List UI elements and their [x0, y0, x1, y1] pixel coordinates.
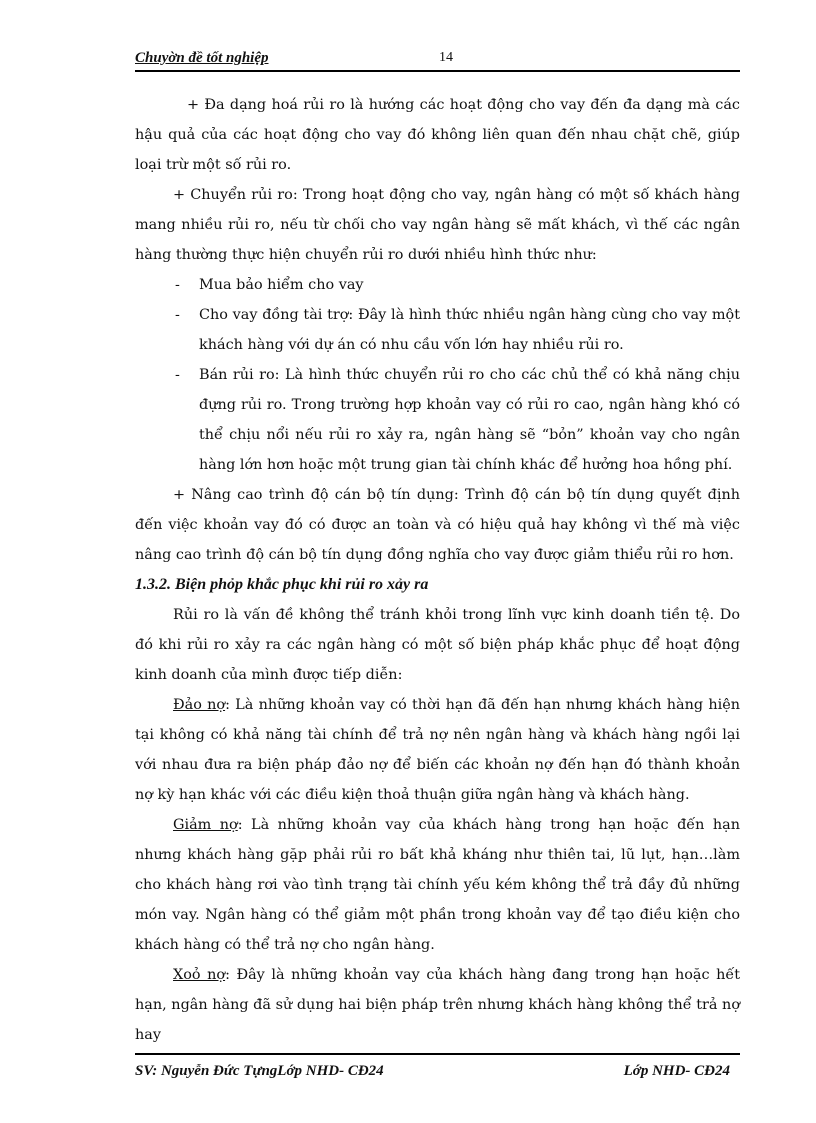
term-xoa-no-text: : Đây là những khoản vay của khách hàng đang trong hạn hoặc hết hạn, ngân hàng đã sử dụng hai biện pháp trên nhưng khách hàng không thể trả nợ hay — [135, 967, 740, 1043]
page-number: 14 — [439, 50, 453, 65]
document-body — [135, 90, 740, 1050]
section-heading: 1.3.2. Biện phỏp khắc phục khi rủi ro xảy ra — [135, 576, 429, 593]
list-item-text: Cho vay đồng tài trợ: Đây là hình thức nhiều ngân hàng cùng cho vay một khách hàng với dự án có nhu cầu vốn lớn hay nhiều rủi ro. — [199, 307, 740, 353]
list-dash: - — [175, 307, 180, 323]
term-dao-no: Đảo nợ — [173, 697, 226, 713]
list-dash: - — [175, 367, 180, 383]
list-item — [135, 360, 740, 480]
term-giam-no: Giảm nợ — [173, 817, 238, 833]
page-header — [135, 50, 740, 72]
term-xoa-no: Xoỏ nợ — [173, 967, 226, 983]
list-item-text: Bán rủi ro: Là hình thức chuyển rủi ro cho các chủ thể có khả năng chịu đựng rủi ro. Trong trường hợp khoản vay có rủi ro cao, ngân hàng khó có thể chịu nổi nếu rủi ro xảy ra, ngân hàng sẽ “bỏn” khoản vay cho ngân hàng lớn hơn hoặc một trung gian tài chính khác để hưởng hoa hồng phí. — [199, 367, 740, 473]
paragraph-improve-staff: + Nâng cao trình độ cán bộ tín dụng: Trình độ cán bộ tín dụng quyết định đến việc khoản vay đó có được an toàn và có hiệu quả hay không vì thế mà việc nâng cao trình độ cán bộ tín dụng đồng nghĩa cho vay được giảm thiểu rủi ro hơn. — [135, 487, 740, 563]
term-giam-no-text: : Là những khoản vay của khách hàng trong hạn hoặc đến hạn nhưng khách hàng gặp phải rủi ro bất khả kháng như thiên tai, lũ lụt, hạn…làm cho khách hàng rơi vào tình trạng tài chính yếu kém không thể trả đầy đủ những món vay. Ngân hàng có thể giảm một phần trong khoản vay để tạo điều kiện cho khách hàng có thể trả nợ cho ngân hàng. — [135, 817, 740, 953]
footer-class: Lớp NHD- CĐ24 — [623, 1063, 730, 1079]
paragraph-debt-rollover — [135, 690, 740, 810]
term-dao-no-text: : Là những khoản vay có thời hạn đã đến hạn nhưng khách hàng hiện tại không có khả năng tài chính để trả nợ nên ngân hàng và khách hàng ngồi lại với nhau đưa ra biện pháp đảo nợ để biến các khoản nợ đến hạn đó thành khoản nợ kỳ hạn khác với các điều kiện thoả thuận giữa ngân hàng và khách hàng. — [135, 697, 740, 803]
list-item — [135, 270, 740, 300]
list-item-text: Mua bảo hiểm cho vay — [199, 277, 364, 293]
list-item — [135, 300, 740, 360]
list-dash: - — [175, 277, 180, 293]
paragraph-transfer-risk: + Chuyển rủi ro: Trong hoạt động cho vay, ngân hàng có một số khách hàng mang nhiều rủi ro, nếu từ chối cho vay ngân hàng sẽ mất khách, vì thế các ngân hàng thường thực hiện chuyển rủi ro dưới nhiều hình thức như: — [135, 187, 740, 263]
page-footer — [135, 1053, 740, 1079]
paragraph-debt-writeoff — [135, 960, 740, 1050]
paragraph-debt-reduction — [135, 810, 740, 960]
footer-student: SV: Nguyễn Đức TựngLớp NHD- CĐ24 — [135, 1063, 384, 1079]
header-title: Chuyờn đề tốt nghiệp — [135, 50, 269, 66]
risk-transfer-list — [135, 270, 740, 480]
paragraph-intro-remedy: Rủi ro là vấn đề không thể tránh khỏi trong lĩnh vực kinh doanh tiền tệ. Do đó khi rủi ro xảy ra các ngân hàng có một số biện pháp khắc phục để hoạt động kinh doanh của mình được tiếp diễn: — [135, 607, 740, 683]
paragraph-diversify-risk: + Đa dạng hoá rủi ro là hướng các hoạt động cho vay đến đa dạng mà các hậu quả của các hoạt động cho vay đó không liên quan đến nhau chặt chẽ, giúp loại trừ một số rủi ro. — [135, 97, 740, 173]
